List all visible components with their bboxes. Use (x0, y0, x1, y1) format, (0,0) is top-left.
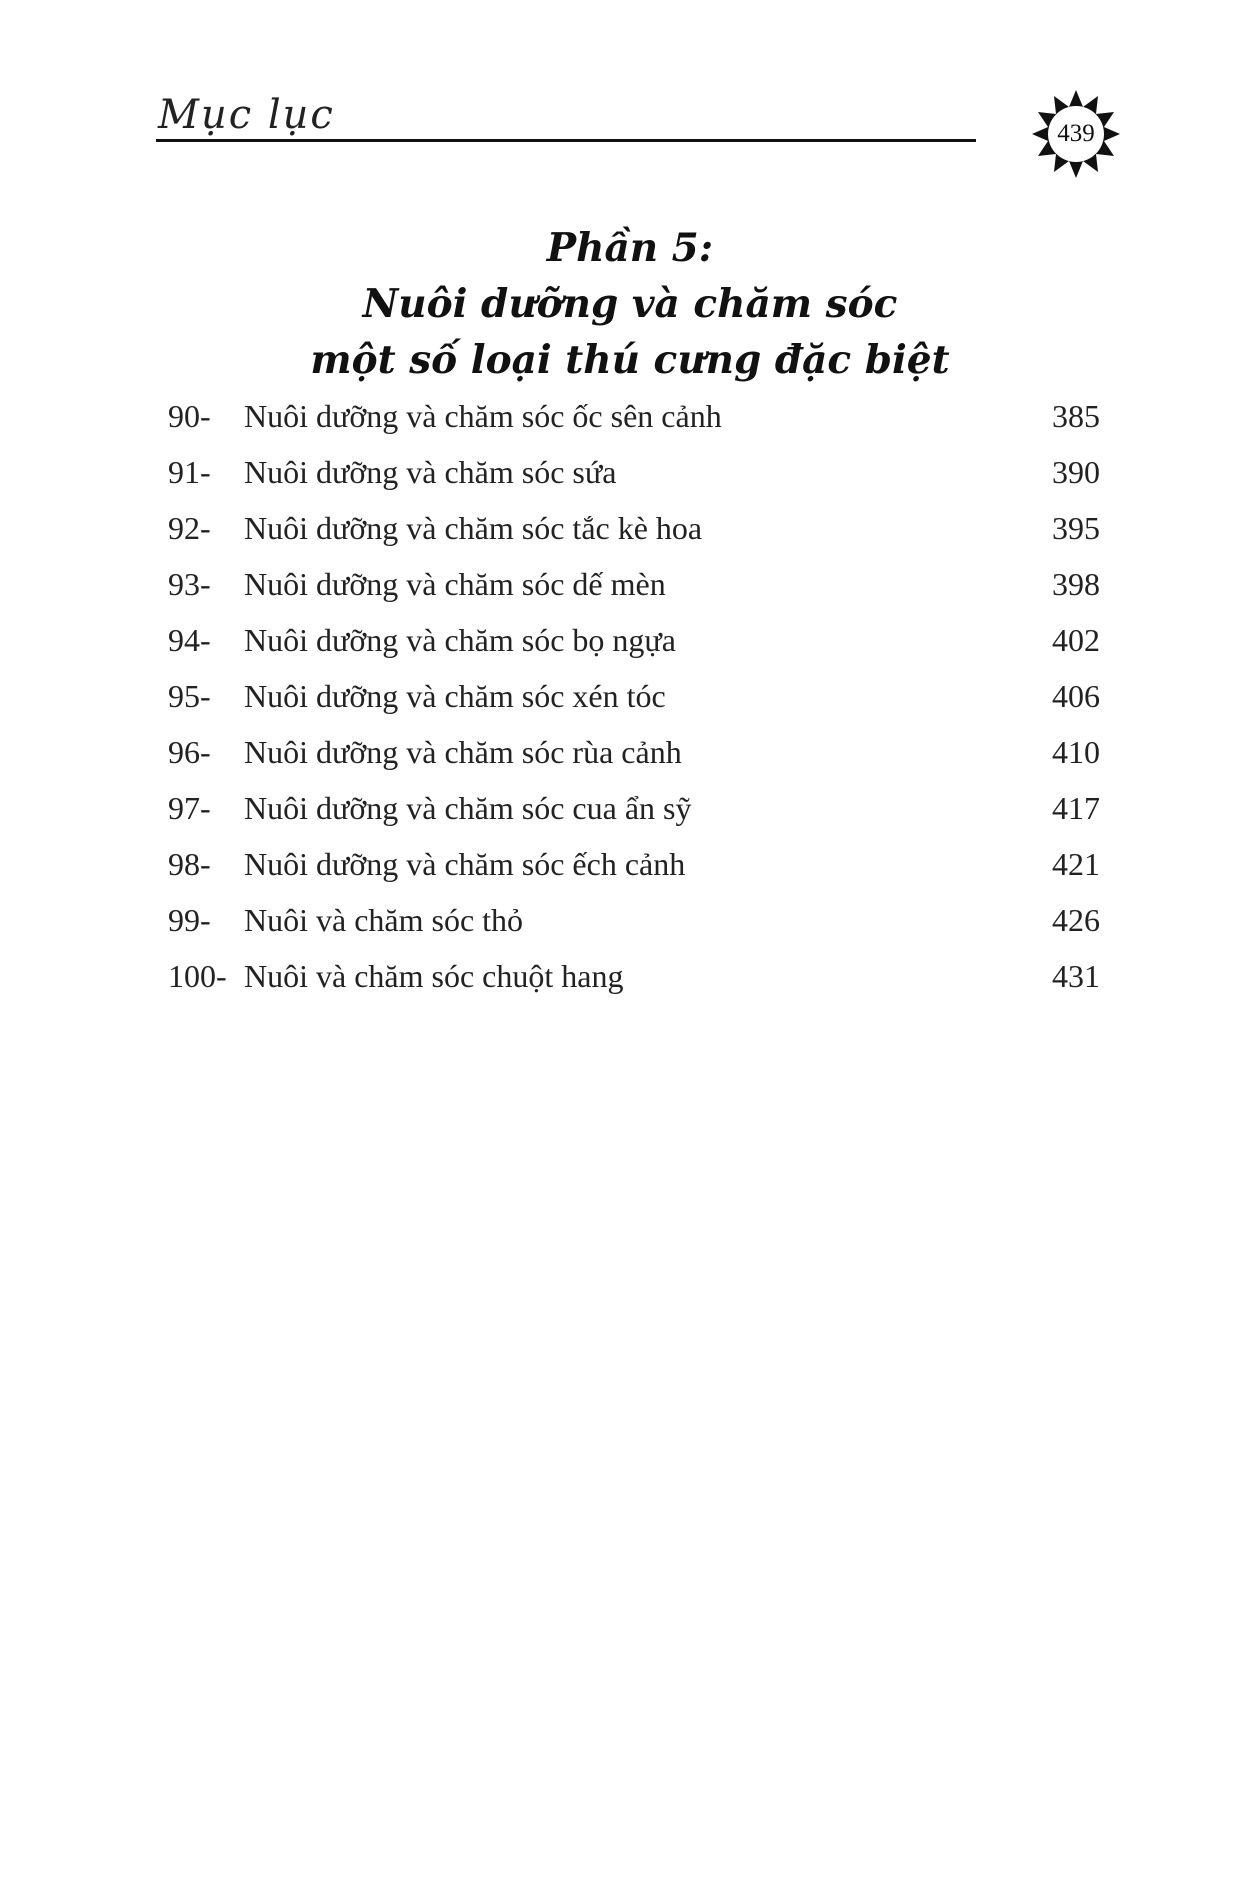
toc-entry-number: 92- (168, 510, 211, 546)
running-title: Mục lục (158, 92, 335, 138)
toc-entry-number: 100- (168, 958, 227, 994)
toc-entry-page: 398 (1052, 566, 1100, 602)
toc-entry-title: Nuôi dưỡng và chăm sóc cua ẩn sỹ (244, 790, 692, 826)
toc-entry (168, 612, 1100, 668)
toc-entry-number: 98- (168, 846, 211, 882)
toc-entry (168, 500, 1100, 556)
page-number-badge (1032, 90, 1120, 178)
toc-entry-number: 94- (168, 622, 211, 658)
toc-entry-number: 93- (168, 566, 211, 602)
toc-entry (168, 388, 1100, 444)
toc-entry-title: Nuôi dưỡng và chăm sóc rùa cảnh (244, 734, 682, 770)
section-heading (260, 220, 1000, 388)
toc-entry (168, 892, 1100, 948)
toc-entry (168, 444, 1100, 500)
toc-entry (168, 948, 1100, 1004)
toc-entry-page: 410 (1052, 734, 1100, 770)
page-number: 439 (1057, 120, 1095, 147)
table-of-contents (168, 388, 1100, 1004)
toc-entry-title: Nuôi dưỡng và chăm sóc xén tóc (244, 678, 666, 714)
section-title-line-2: một số loại thú cưng đặc biệt (310, 337, 950, 383)
toc-entry (168, 556, 1100, 612)
toc-entry (168, 668, 1100, 724)
toc-entry-number: 90- (168, 398, 211, 434)
toc-entry-title: Nuôi dưỡng và chăm sóc ốc sên cảnh (244, 398, 722, 434)
header-rule (156, 139, 976, 142)
toc-entry (168, 780, 1100, 836)
toc-entry (168, 836, 1100, 892)
toc-entry-title: Nuôi và chăm sóc chuột hang (244, 958, 624, 994)
toc-entry-title: Nuôi dưỡng và chăm sóc ếch cảnh (244, 846, 686, 882)
toc-entry-page: 402 (1052, 622, 1100, 658)
toc-entry-title: Nuôi dưỡng và chăm sóc sứa (244, 454, 617, 490)
toc-entry-number: 96- (168, 734, 211, 770)
section-part-label: Phần 5: (546, 225, 714, 271)
toc-entry-page: 421 (1052, 846, 1100, 882)
toc-entry-page: 406 (1052, 678, 1100, 714)
section-title-line-1: Nuôi dưỡng và chăm sóc (362, 281, 898, 327)
toc-entry (168, 724, 1100, 780)
toc-entry-number: 91- (168, 454, 211, 490)
toc-entry-page: 395 (1052, 510, 1100, 546)
toc-entry-number: 95- (168, 678, 211, 714)
toc-entry-page: 385 (1052, 398, 1100, 434)
toc-entry-title: Nuôi dưỡng và chăm sóc bọ ngựa (244, 622, 676, 658)
toc-entry-page: 390 (1052, 454, 1100, 490)
toc-entry-title: Nuôi dưỡng và chăm sóc dế mèn (244, 566, 666, 602)
toc-entry-number: 97- (168, 790, 211, 826)
toc-entry-title: Nuôi dưỡng và chăm sóc tắc kè hoa (244, 510, 703, 546)
toc-entry-page: 417 (1052, 790, 1100, 826)
toc-entry-title: Nuôi và chăm sóc thỏ (244, 902, 524, 938)
toc-entry-page: 426 (1052, 902, 1100, 938)
toc-entry-number: 99- (168, 902, 211, 938)
page-header (156, 92, 976, 142)
toc-entry-page: 431 (1052, 958, 1100, 994)
